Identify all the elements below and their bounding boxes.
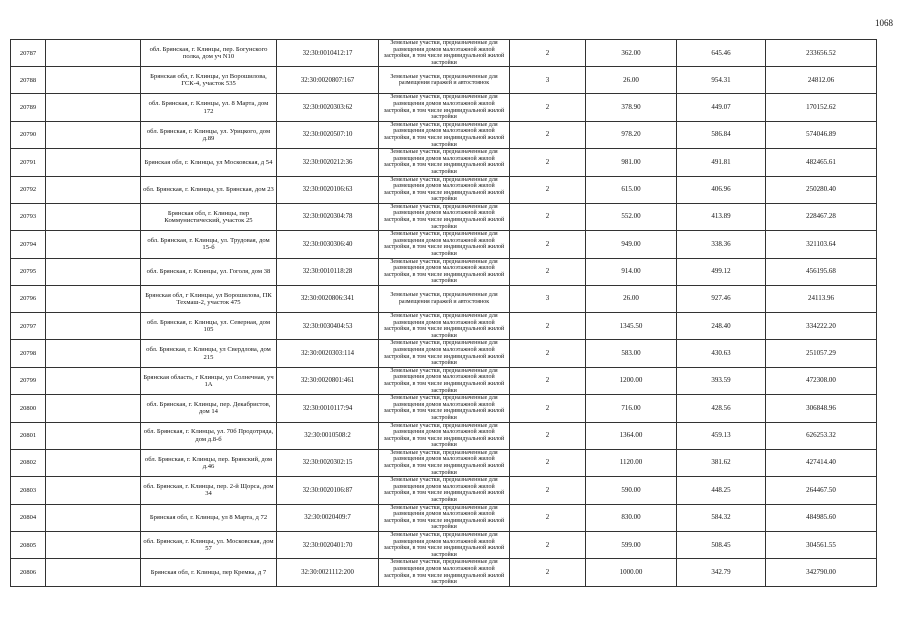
land-use-cell: Земельные участки, предназначенные для размещения гаражей и автостоянок <box>379 286 510 313</box>
specific-value-cell: 645.46 <box>677 40 766 67</box>
group-cell: 2 <box>510 258 586 285</box>
record-number-cell: 20790 <box>11 121 46 148</box>
land-use-cell: Земельные участки, предназначенные для размещения домов малоэтажной жилой застройки, в том числе индивидуальной жилой застройки <box>379 149 510 176</box>
address-cell: обл. Брянская, г. Клинцы, ул. 70б Продотряда, дом д.8-б <box>141 422 277 449</box>
cadastral-value-cell: 482465.61 <box>766 149 877 176</box>
table-row <box>11 149 877 176</box>
cadastral-number-cell: 32:30:0010412:17 <box>277 40 379 67</box>
table-row <box>11 258 877 285</box>
record-number-cell: 20795 <box>11 258 46 285</box>
land-use-cell: Земельные участки, предназначенные для размещения домов малоэтажной жилой застройки, в том числе индивидуальной жилой застройки <box>379 203 510 230</box>
area-cell: 378.90 <box>586 94 677 121</box>
empty-cell <box>46 340 141 367</box>
cadastral-value-cell: 228467.28 <box>766 203 877 230</box>
address-cell: обл. Брянская, г. Клинцы, ул. Северная, дом 105 <box>141 313 277 340</box>
table-row <box>11 40 877 67</box>
address-cell: обл. Брянская, г. Клинцы, ул. Московская, дом 57 <box>141 532 277 559</box>
empty-cell <box>46 40 141 67</box>
group-cell: 2 <box>510 449 586 476</box>
area-cell: 981.00 <box>586 149 677 176</box>
land-use-cell: Земельные участки, предназначенные для размещения домов малоэтажной жилой застройки, в том числе индивидуальной жилой застройки <box>379 422 510 449</box>
cadastral-value-cell: 472308.00 <box>766 367 877 394</box>
table-row <box>11 231 877 258</box>
area-cell: 26.00 <box>586 286 677 313</box>
area-cell: 1120.00 <box>586 449 677 476</box>
land-use-cell: Земельные участки, предназначенные для размещения домов малоэтажной жилой застройки, в том числе индивидуальной жилой застройки <box>379 395 510 422</box>
cadastral-number-cell: 32:30:0020401:70 <box>277 532 379 559</box>
empty-cell <box>46 286 141 313</box>
table-row <box>11 121 877 148</box>
cadastral-value-cell: 321103.64 <box>766 231 877 258</box>
land-use-cell: Земельные участки, предназначенные для размещения домов малоэтажной жилой застройки, в том числе индивидуальной жилой застройки <box>379 477 510 504</box>
area-cell: 978.20 <box>586 121 677 148</box>
empty-cell <box>46 94 141 121</box>
area-cell: 583.00 <box>586 340 677 367</box>
cadastral-value-cell: 264467.50 <box>766 477 877 504</box>
address-cell: обл. Брянская, г. Клинцы, ул. Трудовая, дом 15-б <box>141 231 277 258</box>
record-number-cell: 20798 <box>11 340 46 367</box>
address-cell: обл. Брянская, г. Клинцы, ул. Брянская, дом 23 <box>141 176 277 203</box>
address-cell: Брянская обл, г Клинцы, ул Ворошилова, ПК Техмаш-2, участок 475 <box>141 286 277 313</box>
land-use-cell: Земельные участки, предназначенные для размещения домов малоэтажной жилой застройки, в том числе индивидуальной жилой застройки <box>379 40 510 67</box>
cadastral-number-cell: 32:30:0020801:461 <box>277 367 379 394</box>
land-use-cell: Земельные участки, предназначенные для размещения домов малоэтажной жилой застройки, в том числе индивидуальной жилой застройки <box>379 367 510 394</box>
group-cell: 3 <box>510 67 586 94</box>
specific-value-cell: 342.79 <box>677 559 766 586</box>
cadastral-value-cell: 24812.06 <box>766 67 877 94</box>
cadastral-number-cell: 32:30:0030306:40 <box>277 231 379 258</box>
address-cell: Брянская обл, г. Клинцы, ул Московская, д 54 <box>141 149 277 176</box>
land-use-cell: Земельные участки, предназначенные для размещения домов малоэтажной жилой застройки, в том числе индивидуальной жилой застройки <box>379 504 510 531</box>
empty-cell <box>46 231 141 258</box>
table-row <box>11 94 877 121</box>
address-cell: обл. Брянская, г. Клинцы, ул. Урицкого, дом д.89 <box>141 121 277 148</box>
cadastral-number-cell: 32:30:0010118:28 <box>277 258 379 285</box>
cadastral-value-cell: 427414.40 <box>766 449 877 476</box>
address-cell: обл. Брянская, г. Клинцы, ул Свердлова, дом 215 <box>141 340 277 367</box>
specific-value-cell: 428.56 <box>677 395 766 422</box>
record-number-cell: 20792 <box>11 176 46 203</box>
cadastral-value-cell: 250280.40 <box>766 176 877 203</box>
specific-value-cell: 381.62 <box>677 449 766 476</box>
address-cell: Брянская обл, г. Клинцы, пер Коммунистический, участок 25 <box>141 203 277 230</box>
land-use-cell: Земельные участки, предназначенные для размещения гаражей и автостоянок <box>379 67 510 94</box>
area-cell: 26.00 <box>586 67 677 94</box>
cadastral-number-cell: 32:30:0020106:87 <box>277 477 379 504</box>
table-row <box>11 367 877 394</box>
specific-value-cell: 459.13 <box>677 422 766 449</box>
empty-cell <box>46 422 141 449</box>
table-row <box>11 559 877 586</box>
cadastral-value-cell: 251057.29 <box>766 340 877 367</box>
record-number-cell: 20794 <box>11 231 46 258</box>
group-cell: 2 <box>510 532 586 559</box>
area-cell: 615.00 <box>586 176 677 203</box>
address-cell: обл. Брянская, г. Клинцы, пер. Богунского полка, дом уч N10 <box>141 40 277 67</box>
group-cell: 2 <box>510 504 586 531</box>
record-number-cell: 20805 <box>11 532 46 559</box>
specific-value-cell: 508.45 <box>677 532 766 559</box>
empty-cell <box>46 258 141 285</box>
specific-value-cell: 449.07 <box>677 94 766 121</box>
empty-cell <box>46 121 141 148</box>
cadastral-value-cell: 24113.96 <box>766 286 877 313</box>
cadastral-value-table <box>10 39 877 587</box>
record-number-cell: 20787 <box>11 40 46 67</box>
land-use-cell: Земельные участки, предназначенные для размещения домов малоэтажной жилой застройки, в том числе индивидуальной жилой застройки <box>379 258 510 285</box>
land-use-cell: Земельные участки, предназначенные для размещения домов малоэтажной жилой застройки, в том числе индивидуальной жилой застройки <box>379 313 510 340</box>
group-cell: 2 <box>510 40 586 67</box>
table-row <box>11 286 877 313</box>
land-use-cell: Земельные участки, предназначенные для размещения домов малоэтажной жилой застройки, в том числе индивидуальной жилой застройки <box>379 532 510 559</box>
empty-cell <box>46 149 141 176</box>
address-cell: обл. Брянская, г. Клинцы, пер. Декабристов, дом 14 <box>141 395 277 422</box>
group-cell: 2 <box>510 231 586 258</box>
table-row <box>11 422 877 449</box>
land-use-cell: Земельные участки, предназначенные для размещения домов малоэтажной жилой застройки, в том числе индивидуальной жилой застройки <box>379 121 510 148</box>
cadastral-value-cell: 334222.20 <box>766 313 877 340</box>
empty-cell <box>46 559 141 586</box>
cadastral-number-cell: 32:30:0020212:36 <box>277 149 379 176</box>
record-number-cell: 20799 <box>11 367 46 394</box>
area-cell: 830.00 <box>586 504 677 531</box>
cadastral-number-cell: 32:30:0020806:341 <box>277 286 379 313</box>
specific-value-cell: 413.89 <box>677 203 766 230</box>
cadastral-number-cell: 32:30:0010117:94 <box>277 395 379 422</box>
address-cell: обл. Брянская, г. Клинцы, ул. 8 Марта, дом 172 <box>141 94 277 121</box>
cadastral-number-cell: 32:30:0020807:167 <box>277 67 379 94</box>
table-row <box>11 203 877 230</box>
record-number-cell: 20788 <box>11 67 46 94</box>
cadastral-value-cell: 626253.32 <box>766 422 877 449</box>
table-row <box>11 504 877 531</box>
cadastral-value-cell: 484985.60 <box>766 504 877 531</box>
group-cell: 2 <box>510 203 586 230</box>
cadastral-number-cell: 32:30:0020507:10 <box>277 121 379 148</box>
land-use-cell: Земельные участки, предназначенные для размещения домов малоэтажной жилой застройки, в том числе индивидуальной жилой застройки <box>379 340 510 367</box>
cadastral-value-cell: 306848.96 <box>766 395 877 422</box>
land-use-cell: Земельные участки, предназначенные для размещения домов малоэтажной жилой застройки, в том числе индивидуальной жилой застройки <box>379 176 510 203</box>
cadastral-value-cell: 574046.89 <box>766 121 877 148</box>
empty-cell <box>46 504 141 531</box>
land-use-cell: Земельные участки, предназначенные для размещения домов малоэтажной жилой застройки, в том числе индивидуальной жилой застройки <box>379 559 510 586</box>
record-number-cell: 20804 <box>11 504 46 531</box>
record-number-cell: 20802 <box>11 449 46 476</box>
address-cell: Брянская обл, г. Клинцы, ул 8 Марта, д 72 <box>141 504 277 531</box>
area-cell: 1200.00 <box>586 367 677 394</box>
cadastral-value-cell: 233656.52 <box>766 40 877 67</box>
group-cell: 2 <box>510 395 586 422</box>
specific-value-cell: 927.46 <box>677 286 766 313</box>
group-cell: 2 <box>510 94 586 121</box>
address-cell: обл. Брянская, г. Клинцы, пер. Брянский, дом д.46 <box>141 449 277 476</box>
area-cell: 1364.00 <box>586 422 677 449</box>
group-cell: 2 <box>510 176 586 203</box>
record-number-cell: 20797 <box>11 313 46 340</box>
specific-value-cell: 406.96 <box>677 176 766 203</box>
cadastral-number-cell: 32:30:0020106:63 <box>277 176 379 203</box>
land-use-cell: Земельные участки, предназначенные для размещения домов малоэтажной жилой застройки, в том числе индивидуальной жилой застройки <box>379 231 510 258</box>
group-cell: 2 <box>510 367 586 394</box>
record-number-cell: 20803 <box>11 477 46 504</box>
land-use-cell: Земельные участки, предназначенные для размещения домов малоэтажной жилой застройки, в том числе индивидуальной жилой застройки <box>379 449 510 476</box>
cadastral-number-cell: 32:30:0020303:62 <box>277 94 379 121</box>
area-cell: 590.00 <box>586 477 677 504</box>
record-number-cell: 20793 <box>11 203 46 230</box>
address-cell: Брянская область, г Клинцы, ул Солнечная, уч 1А <box>141 367 277 394</box>
group-cell: 2 <box>510 422 586 449</box>
specific-value-cell: 338.36 <box>677 231 766 258</box>
empty-cell <box>46 67 141 94</box>
cadastral-number-cell: 32:30:0020304:78 <box>277 203 379 230</box>
table-row <box>11 532 877 559</box>
land-use-cell: Земельные участки, предназначенные для размещения домов малоэтажной жилой застройки, в том числе индивидуальной жилой застройки <box>379 94 510 121</box>
address-cell: Брянская обл, г. Клинцы, пер Кремка, д 7 <box>141 559 277 586</box>
table-row <box>11 313 877 340</box>
specific-value-cell: 584.32 <box>677 504 766 531</box>
area-cell: 1345.50 <box>586 313 677 340</box>
group-cell: 3 <box>510 286 586 313</box>
group-cell: 2 <box>510 121 586 148</box>
specific-value-cell: 448.25 <box>677 477 766 504</box>
area-cell: 716.00 <box>586 395 677 422</box>
specific-value-cell: 393.59 <box>677 367 766 394</box>
area-cell: 362.00 <box>586 40 677 67</box>
empty-cell <box>46 532 141 559</box>
cadastral-value-cell: 342790.00 <box>766 559 877 586</box>
table-row <box>11 449 877 476</box>
cadastral-value-cell: 170152.62 <box>766 94 877 121</box>
cadastral-value-cell: 456195.68 <box>766 258 877 285</box>
page-number: 1068 <box>875 18 893 28</box>
specific-value-cell: 586.84 <box>677 121 766 148</box>
specific-value-cell: 491.81 <box>677 149 766 176</box>
group-cell: 2 <box>510 313 586 340</box>
table-body <box>11 40 877 587</box>
empty-cell <box>46 367 141 394</box>
empty-cell <box>46 449 141 476</box>
empty-cell <box>46 313 141 340</box>
empty-cell <box>46 203 141 230</box>
record-number-cell: 20800 <box>11 395 46 422</box>
group-cell: 2 <box>510 477 586 504</box>
record-number-cell: 20806 <box>11 559 46 586</box>
cadastral-value-cell: 304561.55 <box>766 532 877 559</box>
specific-value-cell: 430.63 <box>677 340 766 367</box>
record-number-cell: 20796 <box>11 286 46 313</box>
area-cell: 552.00 <box>586 203 677 230</box>
area-cell: 949.00 <box>586 231 677 258</box>
cadastral-number-cell: 32:30:0020409:7 <box>277 504 379 531</box>
cadastral-number-cell: 32:30:0010508:2 <box>277 422 379 449</box>
address-cell: обл. Брянская, г. Клинцы, ул. Гоголя, дом 38 <box>141 258 277 285</box>
group-cell: 2 <box>510 340 586 367</box>
empty-cell <box>46 477 141 504</box>
group-cell: 2 <box>510 149 586 176</box>
cadastral-number-cell: 32:30:0020303:114 <box>277 340 379 367</box>
record-number-cell: 20791 <box>11 149 46 176</box>
specific-value-cell: 954.31 <box>677 67 766 94</box>
address-cell: Брянская обл, г. Клинцы, ул Ворошилова, ГСК-4, участок 535 <box>141 67 277 94</box>
area-cell: 599.00 <box>586 532 677 559</box>
address-cell: обл. Брянская, г. Клинцы, пер. 2-й Щорса, дом 34 <box>141 477 277 504</box>
empty-cell <box>46 395 141 422</box>
area-cell: 1000.00 <box>586 559 677 586</box>
record-number-cell: 20789 <box>11 94 46 121</box>
record-number-cell: 20801 <box>11 422 46 449</box>
specific-value-cell: 248.40 <box>677 313 766 340</box>
empty-cell <box>46 176 141 203</box>
cadastral-number-cell: 32:30:0020302:15 <box>277 449 379 476</box>
table-row <box>11 477 877 504</box>
cadastral-number-cell: 32:30:0021112:200 <box>277 559 379 586</box>
cadastral-number-cell: 32:30:0030404:53 <box>277 313 379 340</box>
table-row <box>11 340 877 367</box>
area-cell: 914.00 <box>586 258 677 285</box>
table-row <box>11 395 877 422</box>
table-row <box>11 176 877 203</box>
specific-value-cell: 499.12 <box>677 258 766 285</box>
group-cell: 2 <box>510 559 586 586</box>
table-row <box>11 67 877 94</box>
